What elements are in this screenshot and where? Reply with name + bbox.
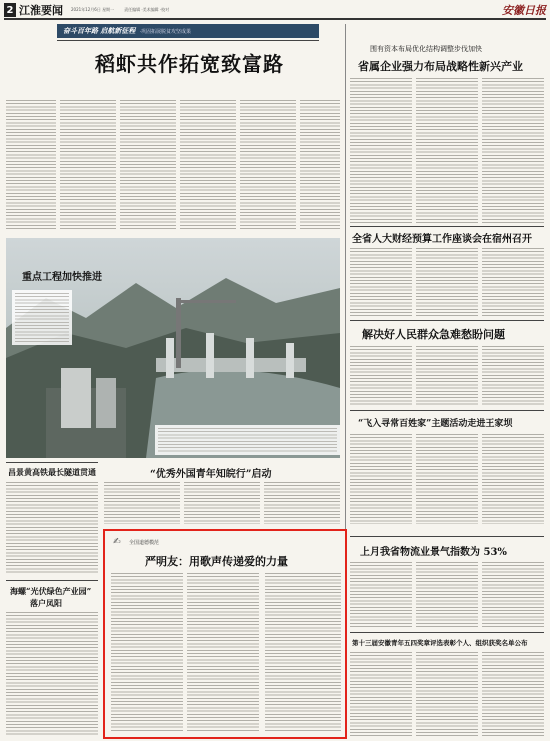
article-text (350, 346, 412, 406)
article-text (416, 562, 478, 628)
date-line: 2021年12月6日 星期一 (71, 7, 115, 12)
article-text (6, 100, 56, 230)
article-text (6, 482, 98, 574)
masthead (4, 2, 546, 20)
divider (350, 632, 544, 633)
page-number: 2 (4, 3, 16, 17)
article-text (350, 248, 412, 318)
divider (57, 40, 319, 41)
article-text (482, 434, 544, 524)
right-mid3-headline: “飞入寻常百姓家”主题活动走进王家坝 (358, 419, 513, 429)
banner-title: 奋斗百年路 启航新征程 (63, 27, 136, 35)
article-text (111, 573, 183, 733)
caption-text (158, 428, 337, 452)
article-text (265, 573, 341, 733)
article-text (350, 562, 412, 628)
right-top-kicker: 围有资本布局优化结构调整步伐加快 (370, 45, 482, 53)
photo-caption-bottom (155, 425, 340, 455)
paper-logo: 安徽日报 (502, 4, 546, 17)
left-bottom-headline: 昌景黄高铁最长隧道贯通 (8, 467, 96, 477)
article-text (104, 482, 180, 524)
divider (350, 226, 544, 227)
divider (6, 580, 98, 581)
divider (350, 410, 544, 411)
article-text (240, 100, 296, 230)
column-logo: ✍ (113, 537, 121, 547)
caption-text (15, 293, 69, 342)
article-text (350, 652, 412, 736)
meta-line: 责任编辑 ·美术编辑 ·校对 (124, 7, 170, 12)
right-bottom-headline: 第十三届安徽青年五四奖章评选表彰个人、组织获奖名单公布 (352, 639, 528, 647)
left-lower-headline-2: 落户凤阳 (30, 598, 62, 608)
article-text (350, 434, 412, 524)
article-text (416, 434, 478, 524)
article-text (482, 78, 544, 223)
right-mid2-headline: 解决好人民群众急难愁盼问题 (362, 328, 505, 341)
article-text (120, 100, 176, 230)
article-text (60, 100, 116, 230)
center-mid-headline: “优秀外国青年知皖行”启动 (150, 469, 272, 480)
article-text (416, 78, 478, 223)
banner-subtitle: ·巩固拓展脱贫攻坚成果 (139, 28, 192, 35)
article-text (187, 573, 259, 733)
article-text (6, 612, 98, 736)
left-lower-headline: 海螺“光伏绿色产业园” (10, 586, 92, 596)
divider (350, 536, 544, 537)
highlighted-article[interactable] (103, 529, 347, 739)
right-lower-headline: 上月我省物流业景气指数为 53% (360, 547, 507, 558)
article-text (482, 652, 544, 736)
main-headline: 稻虾共作拓宽致富路 (95, 52, 284, 76)
right-mid-headline: 全省人大财经预算工作座谈会在宿州召开 (352, 234, 532, 245)
article-text (416, 652, 478, 736)
article-text (350, 78, 412, 223)
article-text (482, 346, 544, 406)
highlight-kicker: 全国道德模范 (129, 540, 160, 546)
highlight-headline: 严明友：用歌声传递爱的力量 (145, 555, 288, 568)
article-text (416, 248, 478, 318)
section-name: 江淮要闻 (19, 4, 63, 17)
article-text (482, 562, 544, 628)
right-top-headline: 省属企业强力布局战略性新兴产业 (358, 60, 523, 73)
divider (350, 320, 544, 321)
article-text (482, 248, 544, 318)
article-text (416, 346, 478, 406)
photo-headline: 重点工程加快推进 (22, 272, 102, 283)
divider (6, 462, 98, 463)
photo-caption (12, 290, 72, 345)
article-text (180, 100, 236, 230)
article-text (300, 100, 340, 230)
campaign-banner (57, 24, 319, 38)
article-text (264, 482, 340, 524)
article-text (184, 482, 260, 524)
